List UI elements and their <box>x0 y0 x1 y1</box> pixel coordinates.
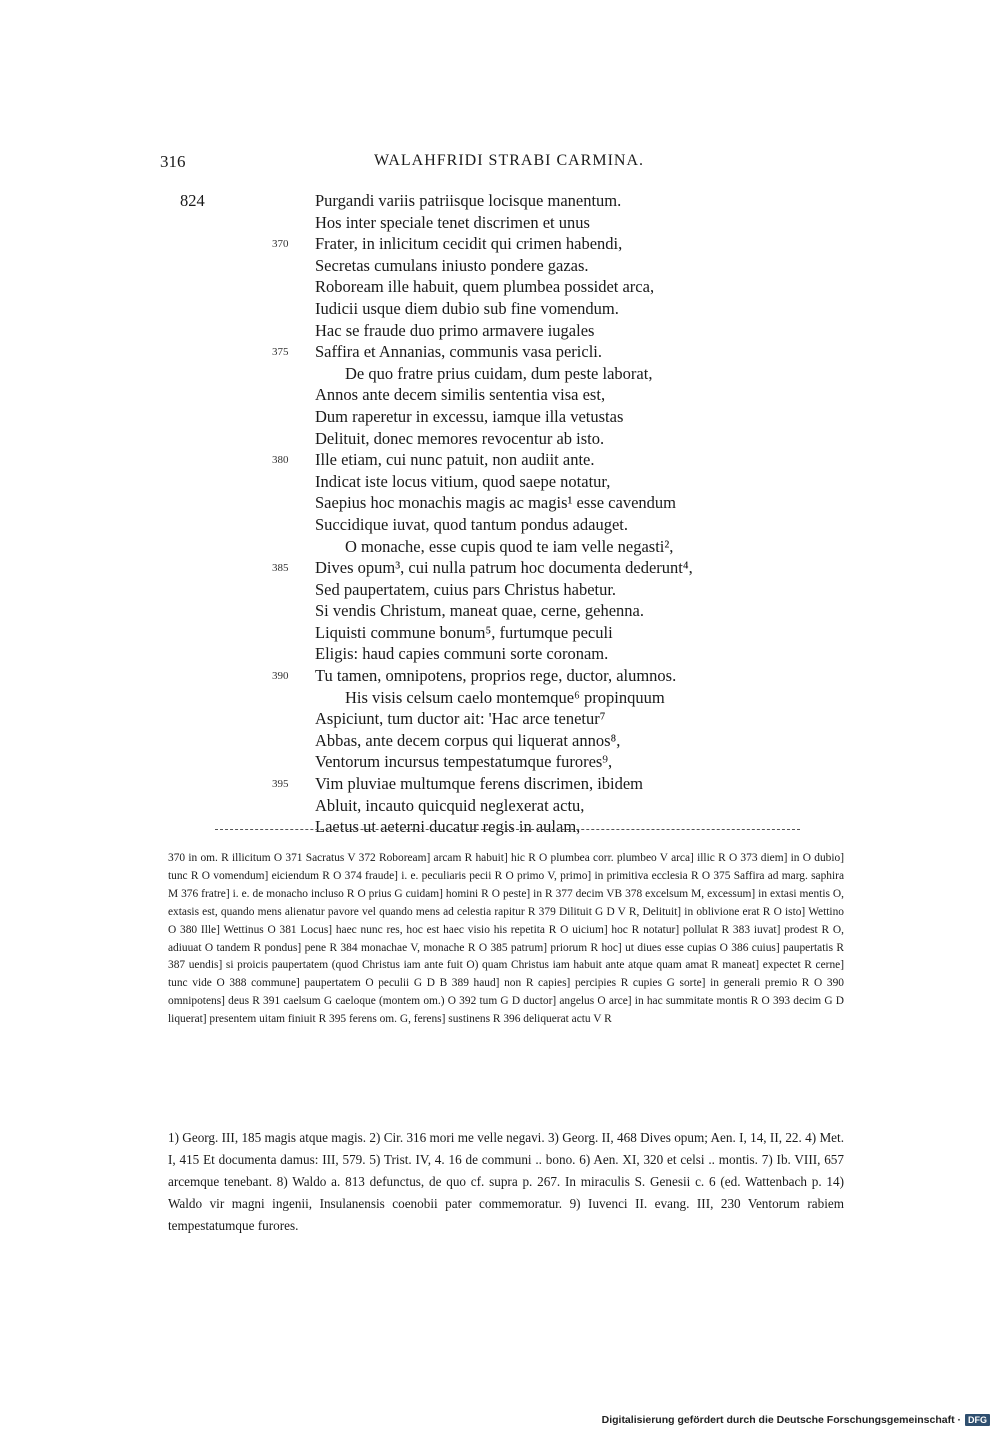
verse-text: Dives opum³, cui nulla patrum hoc documenta dederunt⁴, <box>315 558 693 578</box>
verse-line <box>0 622 1000 644</box>
verse-text: Laetus ut aeterni ducatur regis in aulam, <box>315 817 581 837</box>
verse-text: Indicat iste locus vitium, quod saepe notatur, <box>315 471 611 491</box>
verse-line <box>0 643 1000 665</box>
line-number: 390 <box>272 670 289 683</box>
verse-line <box>0 233 1000 255</box>
verse-text: O monache, esse cupis quod te iam velle negasti², <box>345 536 674 556</box>
footnote-text: 1) Georg. III, 185 magis atque magis. 2) Cir. 316 mori me velle negavi. 3) Georg. II, 468 Dives opum; Aen. I, 14, II, 22. 4) Met. I, 415 Et documenta damus: III, 579. 5) Trist. IV, 4. 16 de communi .. bono. 6) Aen. XI, 320 et celsi .. montis. 7) Ib. VIII, 657 arcemque tenebant. 8) Waldo a. 813 defunctus, de quo cf. supra p. 267. In miraculis S. Genesii c. 6 (ed. Wattenbach p. 14) Waldo vir magni ingenii, Insulanensis coenobii pater commemoratur. 9) Iuvenci II. evang. III, 230 Ventorum rabiem tempestatumque furores. <box>168 1130 844 1233</box>
verse-line <box>0 557 1000 579</box>
line-number: 370 <box>272 238 289 251</box>
verse-text: Iudicii usque diem dubio sub fine vomendum. <box>315 298 619 318</box>
apparatus-text: 370 in om. R illicitum O 371 Sacratus V 372 Roboream] arcam R habuit] hic R O plumbea corr. plumbeo V arca] illic R O 373 diem] in O dubio] tunc R O vomendum] eiciendum R O 374 fraude] i. e. peculiaris pecii R O primo V, primo] in primitiva ecclesia R O 375 Saffira ad marg. saphira M 376 fratre] i. e. de monacho incluso R O prius G cuidam] homini R O peste] in R 377 decim VB 378 excelsum M, excessum] in extasi mentis O, extasis est, quando mens alienatur pavore vel quando mens ad celestia rapitur R 379 Dilituit G D V R, Delituit] in oblivione erat R O isto] Wettino O 380 Ille] Wettinus O 381 Locus] haec nunc res, hoc est haec visio his repetita R O uicium] hoc R notatur] pollulat R 383 iuvat] prodest R O, adiuuat O tandem R pondus] pene R 384 monachae V, monache R O 385 patrum] priorum R hoc] ut diues esse cupias O 386 cuius] paupertatis R 387 uendis] si proicis paupertatem (quod Christus iam ante fuit O) quam Christus iam habuit ante atque quam amat R maneat] expectet R cerne] tunc vide O 388 commune] paupertatem O peculii G D B 389 haud] non R capies] percipies R cupies G sorte] in generali premio R O 390 omnipotens] deus R 391 caelsum G caeloque (montem om.) O 392 tum G D ductor] angelus O arce] in hac summitate montis R O 393 decim G D liquerat] presentem uitam finiuit R 395 ferens om. G, ferens] sustinens R 396 deliquerat actu V R <box>168 852 844 1026</box>
verse-line <box>0 406 1000 428</box>
verse-line <box>0 255 1000 277</box>
footnotes <box>168 1127 844 1237</box>
verse-text: Abluit, incauto quicquid neglexerat actu, <box>315 795 585 815</box>
credit-text: Digitalisierung gefördert durch die Deutsche Forschungsgemeinschaft · <box>601 1414 961 1426</box>
verse-text: Liquisti commune bonum⁵, furtumque peculi <box>315 622 613 642</box>
verse-text: Sed paupertatem, cuius pars Christus habetur. <box>315 579 617 599</box>
verse-text: Secretas cumulans iniusto pondere gazas. <box>315 255 589 275</box>
verse-text: Hos inter speciale tenet discrimen et unus <box>315 212 590 232</box>
verse-text: Ille etiam, cui nunc patuit, non audiit ante. <box>315 450 595 470</box>
verse-line <box>0 471 1000 493</box>
verse-text: Tu tamen, omnipotens, proprios rege, ductor, alumnos. <box>315 666 677 686</box>
verse-line <box>0 276 1000 298</box>
verse-line <box>0 320 1000 342</box>
verse-line <box>0 449 1000 471</box>
verse-text: Si vendis Christum, maneat quae, cerne, gehenna. <box>315 601 644 621</box>
verse-text: Hac se fraude duo primo armavere iugales <box>315 320 595 340</box>
verse-line <box>0 579 1000 601</box>
verse-text: Abbas, ante decem corpus qui liquerat annos⁸, <box>315 730 621 750</box>
verse-line <box>0 190 1000 212</box>
verse-text: His visis celsum caelo montemque⁶ propinquum <box>345 687 665 707</box>
verse-line <box>0 514 1000 536</box>
verse-line <box>0 751 1000 773</box>
verse-line <box>0 708 1000 730</box>
dfg-logo: DFG <box>965 1414 990 1426</box>
verse-text: Frater, in inlicitum cecidit qui crimen habendi, <box>315 234 623 254</box>
verse-line <box>0 816 1000 838</box>
verse-line <box>0 384 1000 406</box>
poem-body <box>0 190 1000 838</box>
line-number: 375 <box>272 346 289 359</box>
verse-line <box>0 665 1000 687</box>
verse-text: Delituit, donec memores revocentur ab isto. <box>315 428 605 448</box>
verse-text: Saepius hoc monachis magis ac magis¹ esse cavendum <box>315 493 676 513</box>
footnote-separator <box>215 829 800 830</box>
verse-text: De quo fratre prius cuidam, dum peste laborat, <box>345 363 653 383</box>
verse-line <box>0 212 1000 234</box>
verse-line <box>0 363 1000 385</box>
line-number: 385 <box>272 562 289 575</box>
verse-text: Eligis: haud capies communi sorte coronam. <box>315 644 609 664</box>
verse-line <box>0 773 1000 795</box>
digitization-credit <box>602 1414 990 1426</box>
verse-line <box>0 341 1000 363</box>
verse-line <box>0 730 1000 752</box>
verse-text: Dum raperetur in excessu, iamque illa vetustas <box>315 406 624 426</box>
verse-text: Annos ante decem similis sententia visa est, <box>315 385 606 405</box>
verse-text: Roboream ille habuit, quem plumbea possidet arca, <box>315 277 655 297</box>
verse-line <box>0 428 1000 450</box>
verse-text: Aspiciunt, tum ductor ait: 'Hac arce tenetur⁷ <box>315 709 606 729</box>
verse-line <box>0 492 1000 514</box>
verse-text: Ventorum incursus tempestatumque furores⁹, <box>315 752 613 772</box>
verse-line <box>0 687 1000 709</box>
verse-text: Vim pluviae multumque ferens discrimen, ibidem <box>315 774 644 794</box>
verse-line <box>0 536 1000 558</box>
line-number: 380 <box>272 454 289 467</box>
verse-line <box>0 298 1000 320</box>
line-number: 395 <box>272 778 289 791</box>
page-number: 316 <box>160 152 186 171</box>
verse-text: Succidique iuvat, quod tantum pondus adauget. <box>315 514 628 534</box>
line-number: 824 <box>180 191 205 210</box>
critical-apparatus <box>168 850 844 1029</box>
verse-line <box>0 795 1000 817</box>
verse-line <box>0 600 1000 622</box>
verse-text: Saffira et Annanias, communis vasa pericli. <box>315 342 602 362</box>
verse-text: Purgandi variis patriisque locisque manentum. <box>315 191 622 210</box>
running-title: WALAHFRIDI STRABI CARMINA. <box>374 152 645 169</box>
